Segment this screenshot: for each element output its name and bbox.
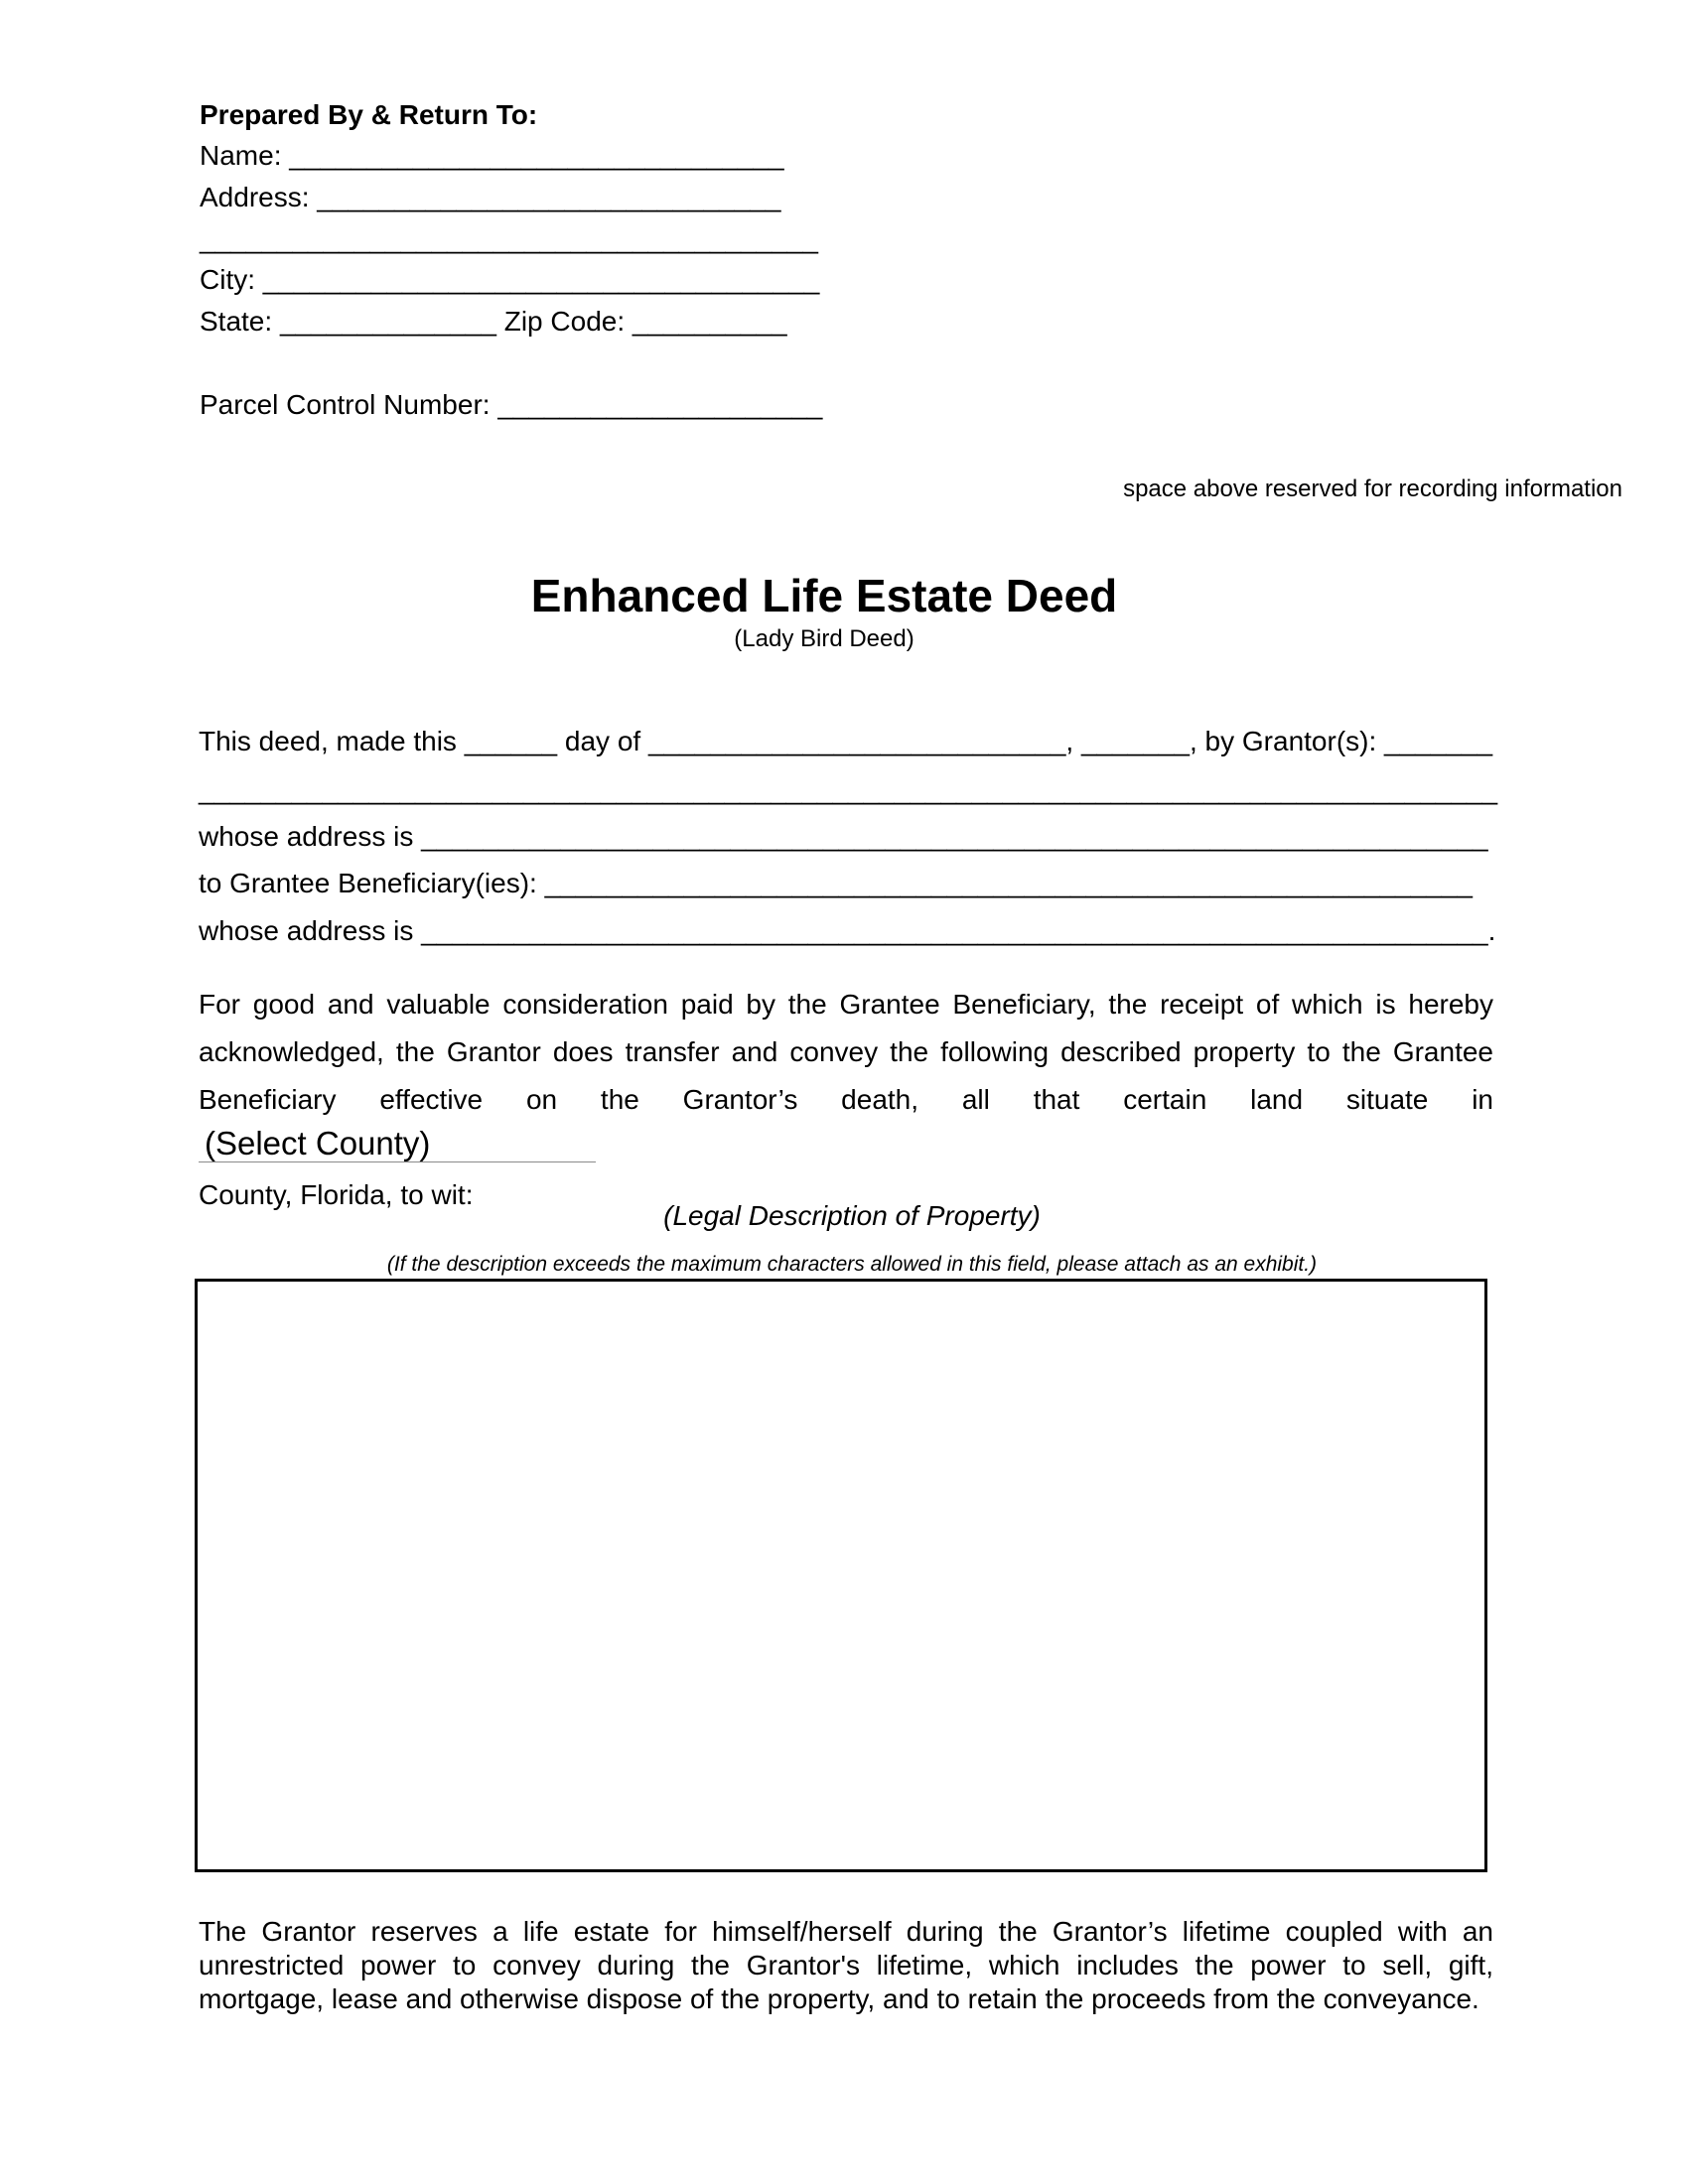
recording-note: space above reserved for recording information xyxy=(1123,476,1622,502)
consideration-text: For good and valuable consideration paid by the Grantee Beneficiary, the receipt of which is hereby acknowledged, the Grantor does transfer and convey the following described property to the Grantee Beneficiary effective on the Grantor’s death, all that certain land situate in xyxy=(199,989,1493,1115)
parcel-control-number-field[interactable]: Parcel Control Number: _____________________ xyxy=(200,389,823,420)
grantee-address-line[interactable]: whose address is _____________________________________________________________________. xyxy=(199,915,1496,946)
legal-description-note: (If the description exceeds the maximum characters allowed in this field, please attach as an exhibit.) xyxy=(386,1253,1318,1276)
county-select[interactable]: (Select County) xyxy=(199,1125,596,1162)
address-field-line2[interactable]: ________________________________________ xyxy=(200,223,818,254)
legal-description-heading: (Legal Description of Property) xyxy=(663,1200,1041,1231)
name-field[interactable]: Name: ________________________________ xyxy=(200,140,784,171)
state-zip-field[interactable]: State: ______________ Zip Code: __________ xyxy=(200,306,787,337)
legal-description-textbox[interactable] xyxy=(195,1279,1487,1872)
page-title: Enhanced Life Estate Deed xyxy=(530,570,1118,621)
deed-date-grantor-line[interactable]: This deed, made this ______ day of ___________________________, _______, by Grantor(s): _______ xyxy=(199,726,1493,756)
address-field[interactable]: Address: ______________________________ xyxy=(200,182,781,212)
page-subtitle: (Lady Bird Deed) xyxy=(734,625,914,652)
life-estate-reservation-paragraph: The Grantor reserves a life estate for himself/herself during the Grantor’s lifetime coupled with an unrestricted power to convey during the Grantor's lifetime, which includes the power to sell, gift, mortgage, lease and otherwise dispose of the property, and to retain the proceeds from the conveyance. xyxy=(199,1916,1493,2014)
prepared-by-heading: Prepared By & Return To: xyxy=(200,99,538,130)
consideration-paragraph xyxy=(199,981,1493,1219)
consideration-text-end: County, Florida, to wit: xyxy=(199,1179,474,1210)
grantee-beneficiary-line[interactable]: to Grantee Beneficiary(ies): ____________________________________________________________ xyxy=(199,868,1473,898)
city-field[interactable]: City: ____________________________________ xyxy=(200,264,820,295)
grantor-name-line[interactable]: ____________________________________________________________________________________ xyxy=(199,774,1498,805)
grantor-address-line[interactable]: whose address is _____________________________________________________________________ xyxy=(199,821,1488,852)
